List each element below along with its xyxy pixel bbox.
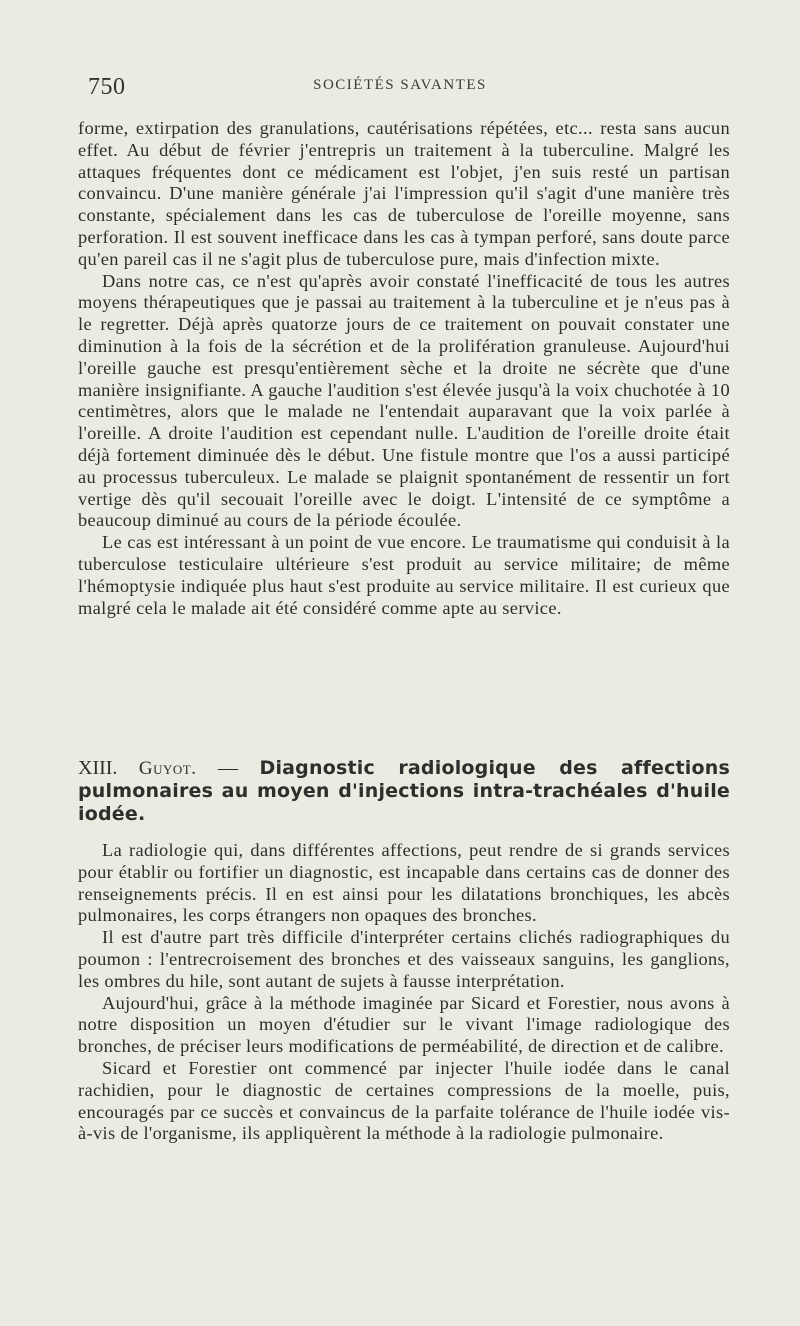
- paragraph: Il est d'autre part très difficile d'interpréter certains clichés radiographiques du poumon : l'entrecroisement des bronches et des vaisseaux sanguins, les ganglions, les ombres du hile, sont autant de sujets à fausse interprétation.: [78, 927, 730, 991]
- continuation-text: [78, 118, 730, 619]
- running-title: SOCIÉTÉS SAVANTES: [313, 77, 487, 93]
- page-number: 750: [88, 74, 126, 100]
- section-dash: —: [217, 757, 238, 779]
- section-author: Guyot.: [138, 758, 197, 779]
- paragraph: Aujourd'hui, grâce à la méthode imaginée par Sicard et Forestier, nous avons à notre disposition un moyen d'étudier sur le vivant l'image radiologique des bronches, de préciser leurs modifications de perméabilité, de direction et de calibre.: [78, 992, 730, 1057]
- paragraph: Sicard et Forestier ont commencé par injecter l'huile iodée dans le canal rachidien, pour le diagnostic de certaines compressions de la moelle, puis, encouragés par ce succès et convaincus de la parfaite tolérance de l'huile iodée vis-à-vis de l'organisme, ils appliquèrent la méthode à la radiologie pulmonaire.: [78, 1057, 730, 1144]
- section-number: XIII.: [78, 757, 118, 779]
- paragraph: Dans notre cas, ce n'est qu'après avoir constaté l'inefficacité de tous les autres moyens thérapeutiques que je passai au traitement à la tuberculine et je n'eus pas à le regretter. Déjà après quatorze jours de ce traitement on pouvait constater une diminution à la fois de la sécrétion et de la prolifération granuleuse. Aujourd'hui l'oreille gauche est presqu'entièrement sèche et la droite ne sécrète que d'une manière insignifiante. A gauche l'audition s'est élevée jusqu'à la voix chuchotée à 10 centimètres, alors que le malade ne l'entendait auparavant que la voix parlée à l'oreille. A droite l'audition est cependant nulle. L'audition de l'oreille droite était déjà fortement diminuée dès le début. Une fistule montre que l'os a aussi participé au processus tuberculeux. Le malade se plaignit spontanément de ressentir un fort vertige dès qu'il secouait l'oreille avec le doigt. L'intensité de ce symptôme a beaucoup diminué au cours de la période écoulée.: [78, 270, 730, 531]
- section-heading: [78, 757, 730, 826]
- section-title: Diagnostic radiologique des affections pulmonaires au moyen d'injections intra-trachéales d'huile iodée.: [78, 757, 731, 825]
- paragraph: forme, extirpation des granulations, cautérisations répétées, etc... resta sans aucun effet. Au début de février j'entrepris un traitement à la tuberculine. Malgré les attaques fréquentes dont ce médicament est l'objet, j'en suis resté un partisan convaincu. D'une manière générale j'ai l'impression qu'il s'agit d'une manière très constante, spécialement dans les cas de tuberculose de l'oreille moyenne, sans perforation. Il est souvent inefficace dans les cas à tympan perforé, sans doute parce qu'en pareil cas il ne s'agit plus de tuberculose pure, mais d'infection mixte.: [78, 118, 730, 269]
- paragraph: La radiologie qui, dans différentes affections, peut rendre de si grands services pour établir ou fortifier un diagnostic, est incapable dans certains cas de donner des renseignements précis. Il en est ainsi pour les dilatations bronchiques, les abcès pulmonaires, les corps étrangers non opaques des bronches.: [78, 840, 730, 926]
- section-body: [78, 840, 730, 1145]
- paragraph: Le cas est intéressant à un point de vue encore. Le traumatisme qui conduisit à la tuberculose testiculaire ultérieure s'est produit au service militaire; de même l'hémoptysie indiquée plus haut s'est produite au service militaire. Il est curieux que malgré cela le malade ait été considéré comme apte au service.: [78, 532, 730, 618]
